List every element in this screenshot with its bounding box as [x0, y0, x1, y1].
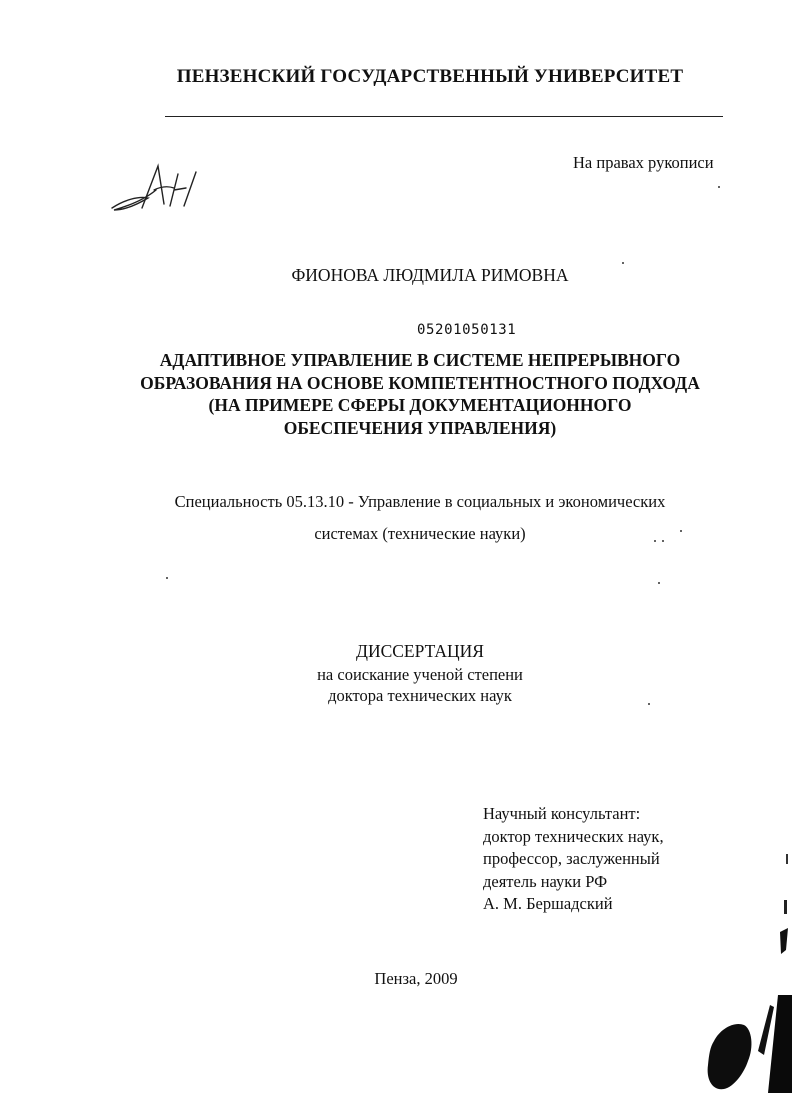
document-type: ДИССЕРТАЦИЯ [356, 641, 484, 661]
specialty-line: системах (технические науки) [314, 524, 526, 543]
scan-edge-blot [700, 995, 792, 1093]
handwritten-signature [108, 160, 204, 220]
scan-edge-marks [770, 850, 792, 960]
catalog-number: 05201050131 [417, 322, 517, 338]
scan-speck [622, 262, 624, 264]
scan-speck [658, 582, 660, 584]
consultant-line: доктор технических наук, [483, 826, 664, 846]
university-name: ПЕНЗЕНСКИЙ ГОСУДАРСТВЕННЫЙ УНИВЕРСИТЕТ [176, 66, 684, 87]
degree-line: на соискание ученой степени [317, 665, 523, 684]
specialty-line: Специальность 05.13.10 - Управление в социальных и экономических [174, 492, 666, 511]
degree-line: доктора технических наук [328, 686, 512, 705]
scan-speck [166, 577, 168, 579]
dissertation-title [60, 349, 780, 439]
scan-speck [718, 186, 720, 188]
title-line: (НА ПРИМЕРЕ СФЕРЫ ДОКУМЕНТАЦИОННОГО [208, 395, 632, 415]
consultant-line: А. М. Бершадский [483, 894, 613, 913]
consultant-line: профессор, заслуженный [483, 849, 660, 868]
scientific-consultant [483, 803, 664, 916]
title-line: ОБЕСПЕЧЕНИЯ УПРАВЛЕНИЯ) [283, 417, 557, 438]
header-divider [165, 116, 723, 117]
scan-speck [680, 530, 682, 532]
manuscript-rights-label: На правах рукописи [573, 153, 714, 172]
city-year: Пенза, 2009 [374, 969, 458, 988]
consultant-line: Научный консультант: [483, 804, 641, 823]
title-line: ОБРАЗОВАНИЯ НА ОСНОВЕ КОМПЕТЕНТНОСТНОГО ПОДХОДА [140, 372, 700, 393]
author-name: ФИОНОВА ЛЮДМИЛА РИМОВНА [291, 265, 569, 285]
consultant-line: деятель науки РФ [483, 871, 608, 891]
title-line: АДАПТИВНОЕ УПРАВЛЕНИЕ В СИСТЕМЕ НЕПРЕРЫВНОГО [159, 350, 681, 370]
scan-speck [662, 540, 664, 542]
scan-speck [654, 540, 656, 542]
scan-speck [648, 703, 650, 705]
